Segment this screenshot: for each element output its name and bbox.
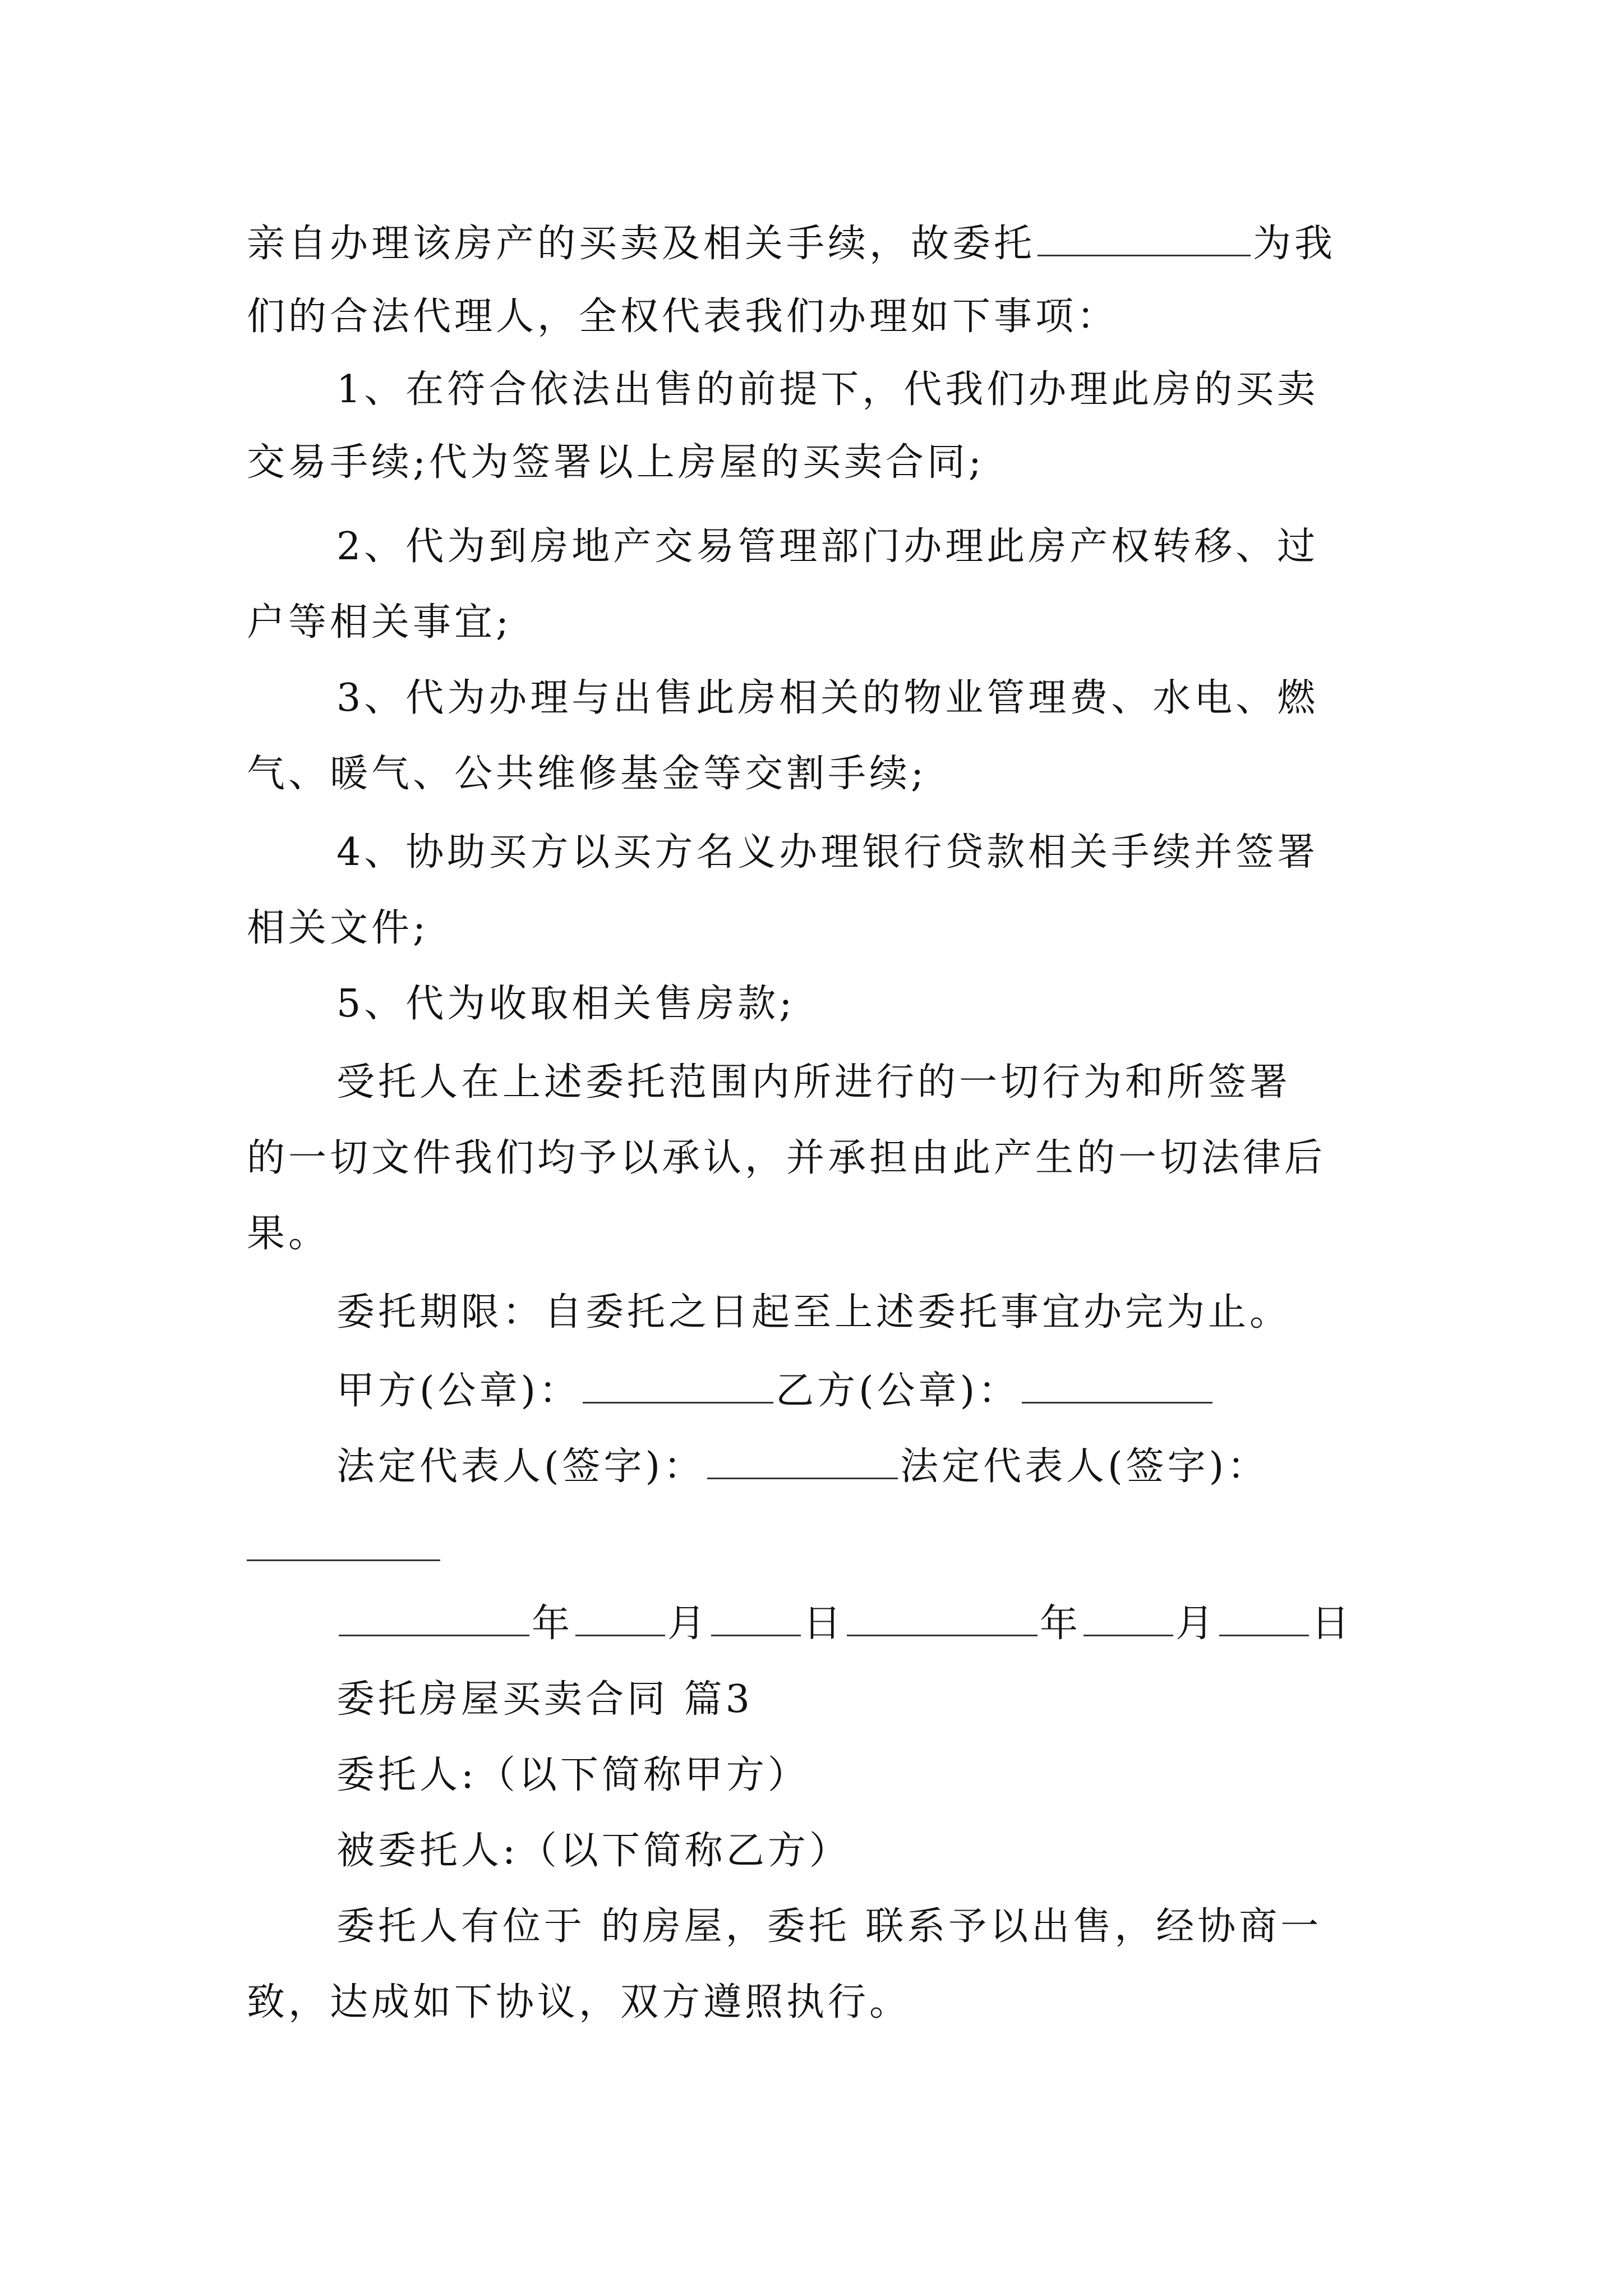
line-text: 委托人有位于 的房屋，委托 联系予以出售，经协商一 (336, 1904, 1322, 1949)
line-text: 3、代为办理与出售此房相关的物业管理费、水电、燃 (336, 676, 1319, 720)
party-a-blank[interactable] (583, 1365, 773, 1404)
date-line (336, 1596, 1380, 1652)
rep-a-label: 法定代表人(签字)： (336, 1444, 706, 1489)
line-text: 的一切文件我们均予以承认，并承担由此产生的一切法律后 (247, 1136, 1326, 1180)
rep-a-blank[interactable] (707, 1441, 898, 1479)
line-text: 相关文件; (247, 906, 429, 950)
day-blank-b[interactable] (1219, 1598, 1309, 1636)
paragraph-line (247, 1975, 1380, 2031)
paragraph-line (247, 289, 1380, 345)
day-label: 日 (1311, 1602, 1353, 1646)
day-label: 日 (803, 1602, 845, 1646)
month-label: 月 (1175, 1602, 1218, 1646)
line-text: 气、暖气、公共维修基金等交割手续; (247, 752, 927, 796)
line-text: 2、代为到房地产交易管理部门办理此房产权转移、过 (336, 524, 1319, 569)
paragraph-line (247, 1206, 1380, 1262)
line-text: 4、协助买方以买方名义办理银行贷款相关手续并签署 (336, 830, 1319, 875)
section-title-text: 委托房屋买卖合同 篇3 (336, 1677, 753, 1722)
agent-line (336, 1823, 1380, 1879)
paragraph-line (247, 900, 1380, 956)
line-text: 亲自办理该房产的买卖及相关手续，故委托 (247, 222, 1036, 266)
line-text: 户等相关事宜; (247, 600, 512, 645)
paragraph-line (247, 595, 1380, 651)
paragraph-line (247, 746, 1380, 802)
line-text: 委托期限：自委托之日起至上述委托事宜办完为止。 (336, 1290, 1292, 1335)
line-text: 为我 (1253, 222, 1336, 266)
year-blank-b[interactable] (847, 1598, 1038, 1636)
day-blank-a[interactable] (711, 1598, 801, 1636)
line-text: 被委托人:（以下简称乙方） (336, 1829, 851, 1873)
line-text: 受托人在上述委托范围内所进行的一切行为和所签署 (336, 1060, 1292, 1105)
list-item-2 (336, 519, 1380, 575)
principal-line (336, 1747, 1380, 1803)
list-item-5 (336, 976, 1380, 1032)
party-seal-line (336, 1363, 1380, 1419)
line-text: 们的合法代理人，全权代表我们办理如下事项： (247, 295, 1119, 339)
list-item-3 (336, 670, 1380, 726)
representative-line (336, 1439, 1380, 1495)
rep-b-blank[interactable] (247, 1559, 440, 1561)
year-label: 年 (532, 1602, 574, 1646)
line-text: 果。 (247, 1212, 330, 1256)
paragraph-line (336, 1899, 1380, 1955)
year-blank-a[interactable] (339, 1598, 529, 1636)
line-text: 1、在符合依法出售的前提下，代我们办理此房的买卖 (336, 367, 1319, 412)
rep-b-label: 法定代表人(签字)： (900, 1444, 1269, 1489)
section-title (336, 1672, 1380, 1728)
party-b-label: 乙方(公章)： (776, 1369, 1020, 1413)
line-text: 5、代为收取相关售房款; (336, 982, 796, 1026)
year-label: 年 (1040, 1602, 1082, 1646)
month-blank-a[interactable] (575, 1598, 665, 1636)
line-text: 交易手续;代为签署以上房屋的买卖合同; (247, 440, 985, 485)
month-label: 月 (667, 1602, 709, 1646)
paragraph-line (247, 1130, 1380, 1186)
list-item-1 (336, 362, 1380, 418)
month-blank-b[interactable] (1083, 1598, 1173, 1636)
party-b-blank[interactable] (1022, 1365, 1212, 1404)
paragraph-line (247, 435, 1380, 491)
paragraph-line (247, 216, 1380, 272)
line-text: 致，达成如下协议，双方遵照执行。 (247, 1980, 911, 2024)
list-item-4 (336, 825, 1380, 881)
fill-blank[interactable] (1038, 218, 1251, 256)
paragraph-line (336, 1055, 1380, 1111)
party-a-label: 甲方(公章)： (336, 1369, 581, 1413)
line-text: 委托人:（以下简称甲方） (336, 1753, 809, 1797)
term-line (336, 1285, 1380, 1341)
